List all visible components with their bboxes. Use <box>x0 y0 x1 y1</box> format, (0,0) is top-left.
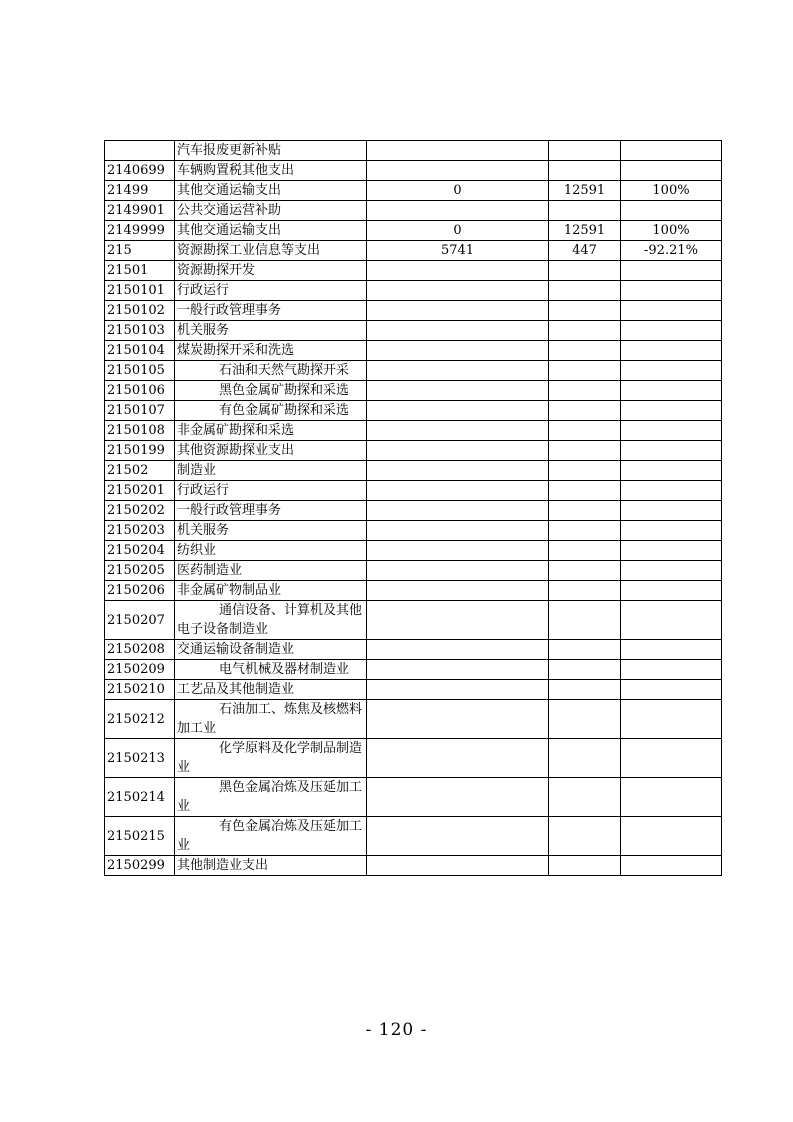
change-percent-cell: -92.21% <box>621 241 722 261</box>
current-value-cell <box>549 441 621 461</box>
change-percent-cell <box>621 421 722 441</box>
budget-table <box>104 140 722 876</box>
prior-value-cell <box>367 601 549 640</box>
item-code-cell: 2150206 <box>105 581 175 601</box>
current-value-cell <box>549 381 621 401</box>
item-name-cell: 其他交通运输支出 <box>175 221 367 241</box>
table-row <box>105 521 722 541</box>
item-code-cell: 2150104 <box>105 341 175 361</box>
current-value-cell <box>549 361 621 381</box>
current-value-cell: 447 <box>549 241 621 261</box>
table-row <box>105 161 722 181</box>
item-name-cell: 有色金属矿勘探和采选 <box>175 401 367 421</box>
current-value-cell <box>549 201 621 221</box>
item-code-cell: 2150199 <box>105 441 175 461</box>
budget-table-body <box>105 141 722 876</box>
change-percent-cell <box>621 401 722 421</box>
current-value-cell <box>549 739 621 778</box>
item-code-cell: 2140699 <box>105 161 175 181</box>
table-row <box>105 341 722 361</box>
table-row <box>105 640 722 660</box>
current-value-cell <box>549 141 621 161</box>
change-percent-cell <box>621 141 722 161</box>
current-value-cell <box>549 421 621 441</box>
prior-value-cell <box>367 700 549 739</box>
item-code-cell: 2150102 <box>105 301 175 321</box>
item-name-cell: 行政运行 <box>175 281 367 301</box>
item-name-cell: 石油和天然气勘探开采 <box>175 361 367 381</box>
item-code-cell: 215 <box>105 241 175 261</box>
item-name-cell: 机关服务 <box>175 521 367 541</box>
change-percent-cell <box>621 739 722 778</box>
table-row <box>105 361 722 381</box>
item-code-cell: 2150108 <box>105 421 175 441</box>
item-name-cell: 通信设备、计算机及其他电子设备制造业 <box>175 601 367 640</box>
item-name-cell: 煤炭勘探开采和洗选 <box>175 341 367 361</box>
prior-value-cell <box>367 817 549 856</box>
prior-value-cell <box>367 361 549 381</box>
item-name-cell: 机关服务 <box>175 321 367 341</box>
item-name-cell: 非金属矿勘探和采选 <box>175 421 367 441</box>
prior-value-cell <box>367 561 549 581</box>
change-percent-cell <box>621 381 722 401</box>
table-row <box>105 660 722 680</box>
item-name-cell: 行政运行 <box>175 481 367 501</box>
table-row <box>105 281 722 301</box>
prior-value-cell <box>367 461 549 481</box>
prior-value-cell <box>367 660 549 680</box>
prior-value-cell: 0 <box>367 181 549 201</box>
item-code-cell: 2149999 <box>105 221 175 241</box>
item-code-cell: 21501 <box>105 261 175 281</box>
prior-value-cell <box>367 381 549 401</box>
item-name-cell: 有色金属冶炼及压延加工业 <box>175 817 367 856</box>
item-name-cell: 交通运输设备制造业 <box>175 640 367 660</box>
change-percent-cell <box>621 321 722 341</box>
current-value-cell <box>549 817 621 856</box>
item-code-cell: 2150212 <box>105 700 175 739</box>
table-row <box>105 241 722 261</box>
table-row <box>105 321 722 341</box>
item-name-cell: 黑色金属矿勘探和采选 <box>175 381 367 401</box>
current-value-cell <box>549 481 621 501</box>
change-percent-cell <box>621 660 722 680</box>
item-code-cell: 2150204 <box>105 541 175 561</box>
item-code-cell: 2150299 <box>105 856 175 876</box>
current-value-cell <box>549 601 621 640</box>
change-percent-cell <box>621 301 722 321</box>
prior-value-cell <box>367 141 549 161</box>
table-row <box>105 778 722 817</box>
item-name-cell: 其他制造业支出 <box>175 856 367 876</box>
item-code-cell: 2149901 <box>105 201 175 221</box>
item-code-cell: 21499 <box>105 181 175 201</box>
item-code-cell: 2150214 <box>105 778 175 817</box>
item-code-cell: 2150202 <box>105 501 175 521</box>
prior-value-cell <box>367 281 549 301</box>
item-name-cell: 汽车报废更新补贴 <box>175 141 367 161</box>
item-code-cell: 2150105 <box>105 361 175 381</box>
item-name-cell: 其他交通运输支出 <box>175 181 367 201</box>
change-percent-cell <box>621 281 722 301</box>
prior-value-cell <box>367 541 549 561</box>
current-value-cell <box>549 778 621 817</box>
table-row <box>105 201 722 221</box>
change-percent-cell <box>621 201 722 221</box>
current-value-cell <box>549 501 621 521</box>
item-name-cell: 电气机械及器材制造业 <box>175 660 367 680</box>
change-percent-cell <box>621 640 722 660</box>
current-value-cell <box>549 281 621 301</box>
item-code-cell: 2150208 <box>105 640 175 660</box>
change-percent-cell <box>621 361 722 381</box>
table-row <box>105 301 722 321</box>
current-value-cell <box>549 161 621 181</box>
current-value-cell <box>549 461 621 481</box>
change-percent-cell <box>621 261 722 281</box>
prior-value-cell <box>367 501 549 521</box>
prior-value-cell <box>367 161 549 181</box>
current-value-cell <box>549 660 621 680</box>
prior-value-cell <box>367 341 549 361</box>
prior-value-cell <box>367 680 549 700</box>
table-row <box>105 401 722 421</box>
change-percent-cell <box>621 561 722 581</box>
current-value-cell <box>549 581 621 601</box>
table-row <box>105 481 722 501</box>
table-row <box>105 181 722 201</box>
prior-value-cell <box>367 739 549 778</box>
change-percent-cell <box>621 856 722 876</box>
table-row <box>105 541 722 561</box>
item-code-cell: 2150213 <box>105 739 175 778</box>
item-name-cell: 车辆购置税其他支出 <box>175 161 367 181</box>
prior-value-cell <box>367 261 549 281</box>
item-code-cell: 2150103 <box>105 321 175 341</box>
current-value-cell <box>549 856 621 876</box>
item-name-cell: 公共交通运营补助 <box>175 201 367 221</box>
prior-value-cell <box>367 201 549 221</box>
table-row <box>105 601 722 640</box>
item-name-cell: 其他资源勘探业支出 <box>175 441 367 461</box>
prior-value-cell: 0 <box>367 221 549 241</box>
change-percent-cell <box>621 680 722 700</box>
prior-value-cell <box>367 521 549 541</box>
table-row <box>105 221 722 241</box>
table-row <box>105 581 722 601</box>
item-code-cell: 2150207 <box>105 601 175 640</box>
item-name-cell: 医药制造业 <box>175 561 367 581</box>
prior-value-cell <box>367 856 549 876</box>
change-percent-cell <box>621 601 722 640</box>
current-value-cell: 12591 <box>549 181 621 201</box>
prior-value-cell <box>367 301 549 321</box>
table-row <box>105 739 722 778</box>
prior-value-cell <box>367 421 549 441</box>
table-row <box>105 700 722 739</box>
item-name-cell: 一般行政管理事务 <box>175 301 367 321</box>
item-name-cell: 工艺品及其他制造业 <box>175 680 367 700</box>
item-name-cell: 非金属矿物制品业 <box>175 581 367 601</box>
current-value-cell <box>549 301 621 321</box>
table-row <box>105 856 722 876</box>
current-value-cell: 12591 <box>549 221 621 241</box>
change-percent-cell <box>621 541 722 561</box>
table-row <box>105 817 722 856</box>
change-percent-cell <box>621 481 722 501</box>
item-code-cell: 2150107 <box>105 401 175 421</box>
item-code-cell: 2150215 <box>105 817 175 856</box>
item-name-cell: 化学原料及化学制品制造业 <box>175 739 367 778</box>
current-value-cell <box>549 680 621 700</box>
current-value-cell <box>549 321 621 341</box>
change-percent-cell <box>621 817 722 856</box>
table-row <box>105 261 722 281</box>
item-code-cell: 2150201 <box>105 481 175 501</box>
item-name-cell: 石油加工、炼焦及核燃料加工业 <box>175 700 367 739</box>
item-name-cell: 黑色金属冶炼及压延加工业 <box>175 778 367 817</box>
current-value-cell <box>549 640 621 660</box>
item-code-cell: 2150203 <box>105 521 175 541</box>
current-value-cell <box>549 541 621 561</box>
item-code-cell: 2150209 <box>105 660 175 680</box>
prior-value-cell <box>367 640 549 660</box>
table-row <box>105 421 722 441</box>
prior-value-cell <box>367 441 549 461</box>
item-code-cell: 2150101 <box>105 281 175 301</box>
item-name-cell: 制造业 <box>175 461 367 481</box>
prior-value-cell <box>367 778 549 817</box>
change-percent-cell <box>621 700 722 739</box>
change-percent-cell <box>621 341 722 361</box>
change-percent-cell <box>621 778 722 817</box>
item-code-cell: 2150210 <box>105 680 175 700</box>
change-percent-cell <box>621 581 722 601</box>
current-value-cell <box>549 521 621 541</box>
table-row <box>105 381 722 401</box>
item-code-cell: 2150106 <box>105 381 175 401</box>
item-name-cell: 纺织业 <box>175 541 367 561</box>
current-value-cell <box>549 401 621 421</box>
table-row <box>105 680 722 700</box>
prior-value-cell: 5741 <box>367 241 549 261</box>
change-percent-cell <box>621 161 722 181</box>
prior-value-cell <box>367 481 549 501</box>
table-row <box>105 561 722 581</box>
change-percent-cell <box>621 441 722 461</box>
table-row <box>105 501 722 521</box>
prior-value-cell <box>367 581 549 601</box>
change-percent-cell <box>621 501 722 521</box>
item-code-cell <box>105 141 175 161</box>
item-code-cell: 21502 <box>105 461 175 481</box>
change-percent-cell: 100% <box>621 181 722 201</box>
page-number: - 120 - <box>365 1020 428 1040</box>
prior-value-cell <box>367 401 549 421</box>
table-row <box>105 141 722 161</box>
table-row <box>105 441 722 461</box>
table-row <box>105 461 722 481</box>
prior-value-cell <box>367 321 549 341</box>
current-value-cell <box>549 341 621 361</box>
current-value-cell <box>549 561 621 581</box>
change-percent-cell: 100% <box>621 221 722 241</box>
item-name-cell: 资源勘探开发 <box>175 261 367 281</box>
item-name-cell: 一般行政管理事务 <box>175 501 367 521</box>
change-percent-cell <box>621 521 722 541</box>
current-value-cell <box>549 261 621 281</box>
item-name-cell: 资源勘探工业信息等支出 <box>175 241 367 261</box>
item-code-cell: 2150205 <box>105 561 175 581</box>
current-value-cell <box>549 700 621 739</box>
change-percent-cell <box>621 461 722 481</box>
